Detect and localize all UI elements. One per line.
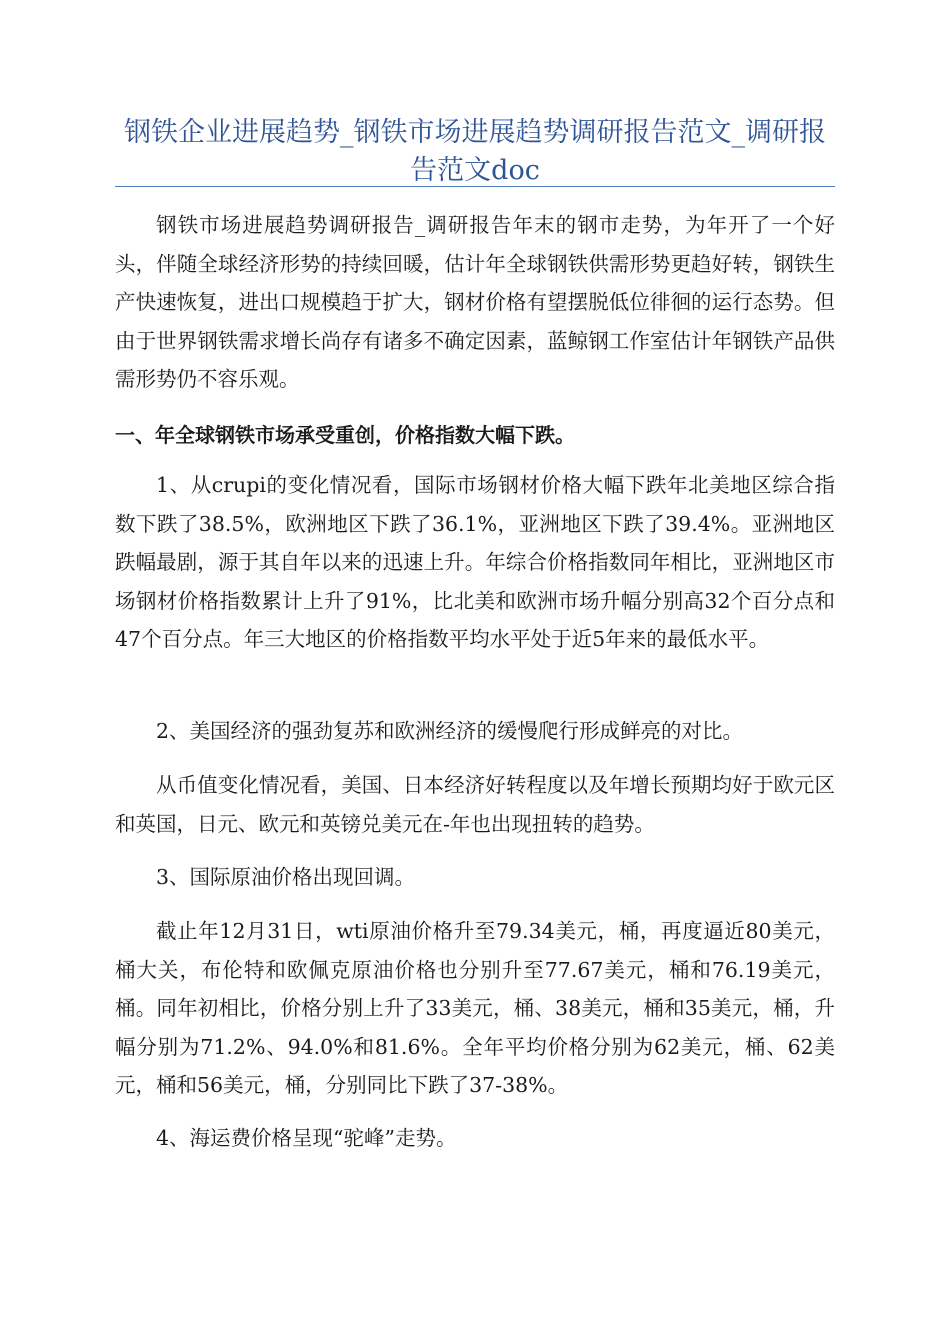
title-underline [115, 186, 835, 187]
intro-block [115, 206, 835, 399]
section-heading-1: 一、年全球钢铁市场承受重创，价格指数大幅下跌。 [115, 423, 575, 447]
paragraph-oil-heading: 3、国际原油价格出现回调。 [156, 865, 416, 889]
paragraph-crupi: 1、从crupi的变化情况看，国际市场钢材价格大幅下跌年北美地区综合指数下跌了38.5%，欧洲地区下跌了36.1%，亚洲地区下跌了39.4%。亚洲地区跌幅最剧，源于其自年以来的迅速上升。年综合价格指数同年相比，亚洲地区市场钢材价格指数累计上升了91%，比北美和欧洲市场升幅分别高32个百分点和47个百分点。年三大地区的价格指数平均水平处于近5年来的最低水平。 [115, 473, 835, 651]
para-block-4 [115, 858, 835, 897]
para-block-6 [115, 1119, 835, 1158]
paragraph-economy: 2、美国经济的强劲复苏和欧洲经济的缓慢爬行形成鲜亮的对比。 [156, 719, 744, 743]
para-block-5 [115, 912, 835, 1105]
intro-paragraph: 钢铁市场进展趋势调研报告_调研报告年末的钢市走势，为年开了一个好头，伴随全球经济形势的持续回暖，估计年全球钢铁供需形势更趋好转，钢铁生产快速恢复，进出口规模趋于扩大，钢材价格有望摆脱低位徘徊的运行态势。但由于世界钢铁需求增长尚存有诸多不确定因素，蓝鲸钢工作室估计年钢铁产品供需形势仍不容乐观。 [115, 213, 835, 391]
para-block-3 [115, 766, 835, 843]
document-title: 钢铁企业进展趋势_钢铁市场进展趋势调研报告范文_调研报告范文doc [124, 117, 826, 186]
paragraph-currency: 从币值变化情况看，美国、日本经济好转程度以及年增长预期均好于欧元区和英国，日元、欧元和英镑兑美元在-年也出现扭转的趋势。 [115, 773, 835, 836]
para-block-1 [115, 466, 835, 659]
paragraph-shipping: 4、海运费价格呈现“驼峰”走势。 [156, 1126, 457, 1150]
para-block-2 [115, 712, 835, 751]
paragraph-oil-prices: 截止年12月31日，wti原油价格升至79.34美元，桶，再度逼近80美元，桶大关，布伦特和欧佩克原油价格也分别升至77.67美元，桶和76.19美元，桶。同年初相比，价格分别上升了33美元，桶、38美元，桶和35美元，桶，升幅分别为71.2%、94.0%和81.6%。全年平均价格分别为62美元，桶、62美元，桶和56美元，桶，分别同比下跌了37-38%。 [115, 919, 835, 1097]
